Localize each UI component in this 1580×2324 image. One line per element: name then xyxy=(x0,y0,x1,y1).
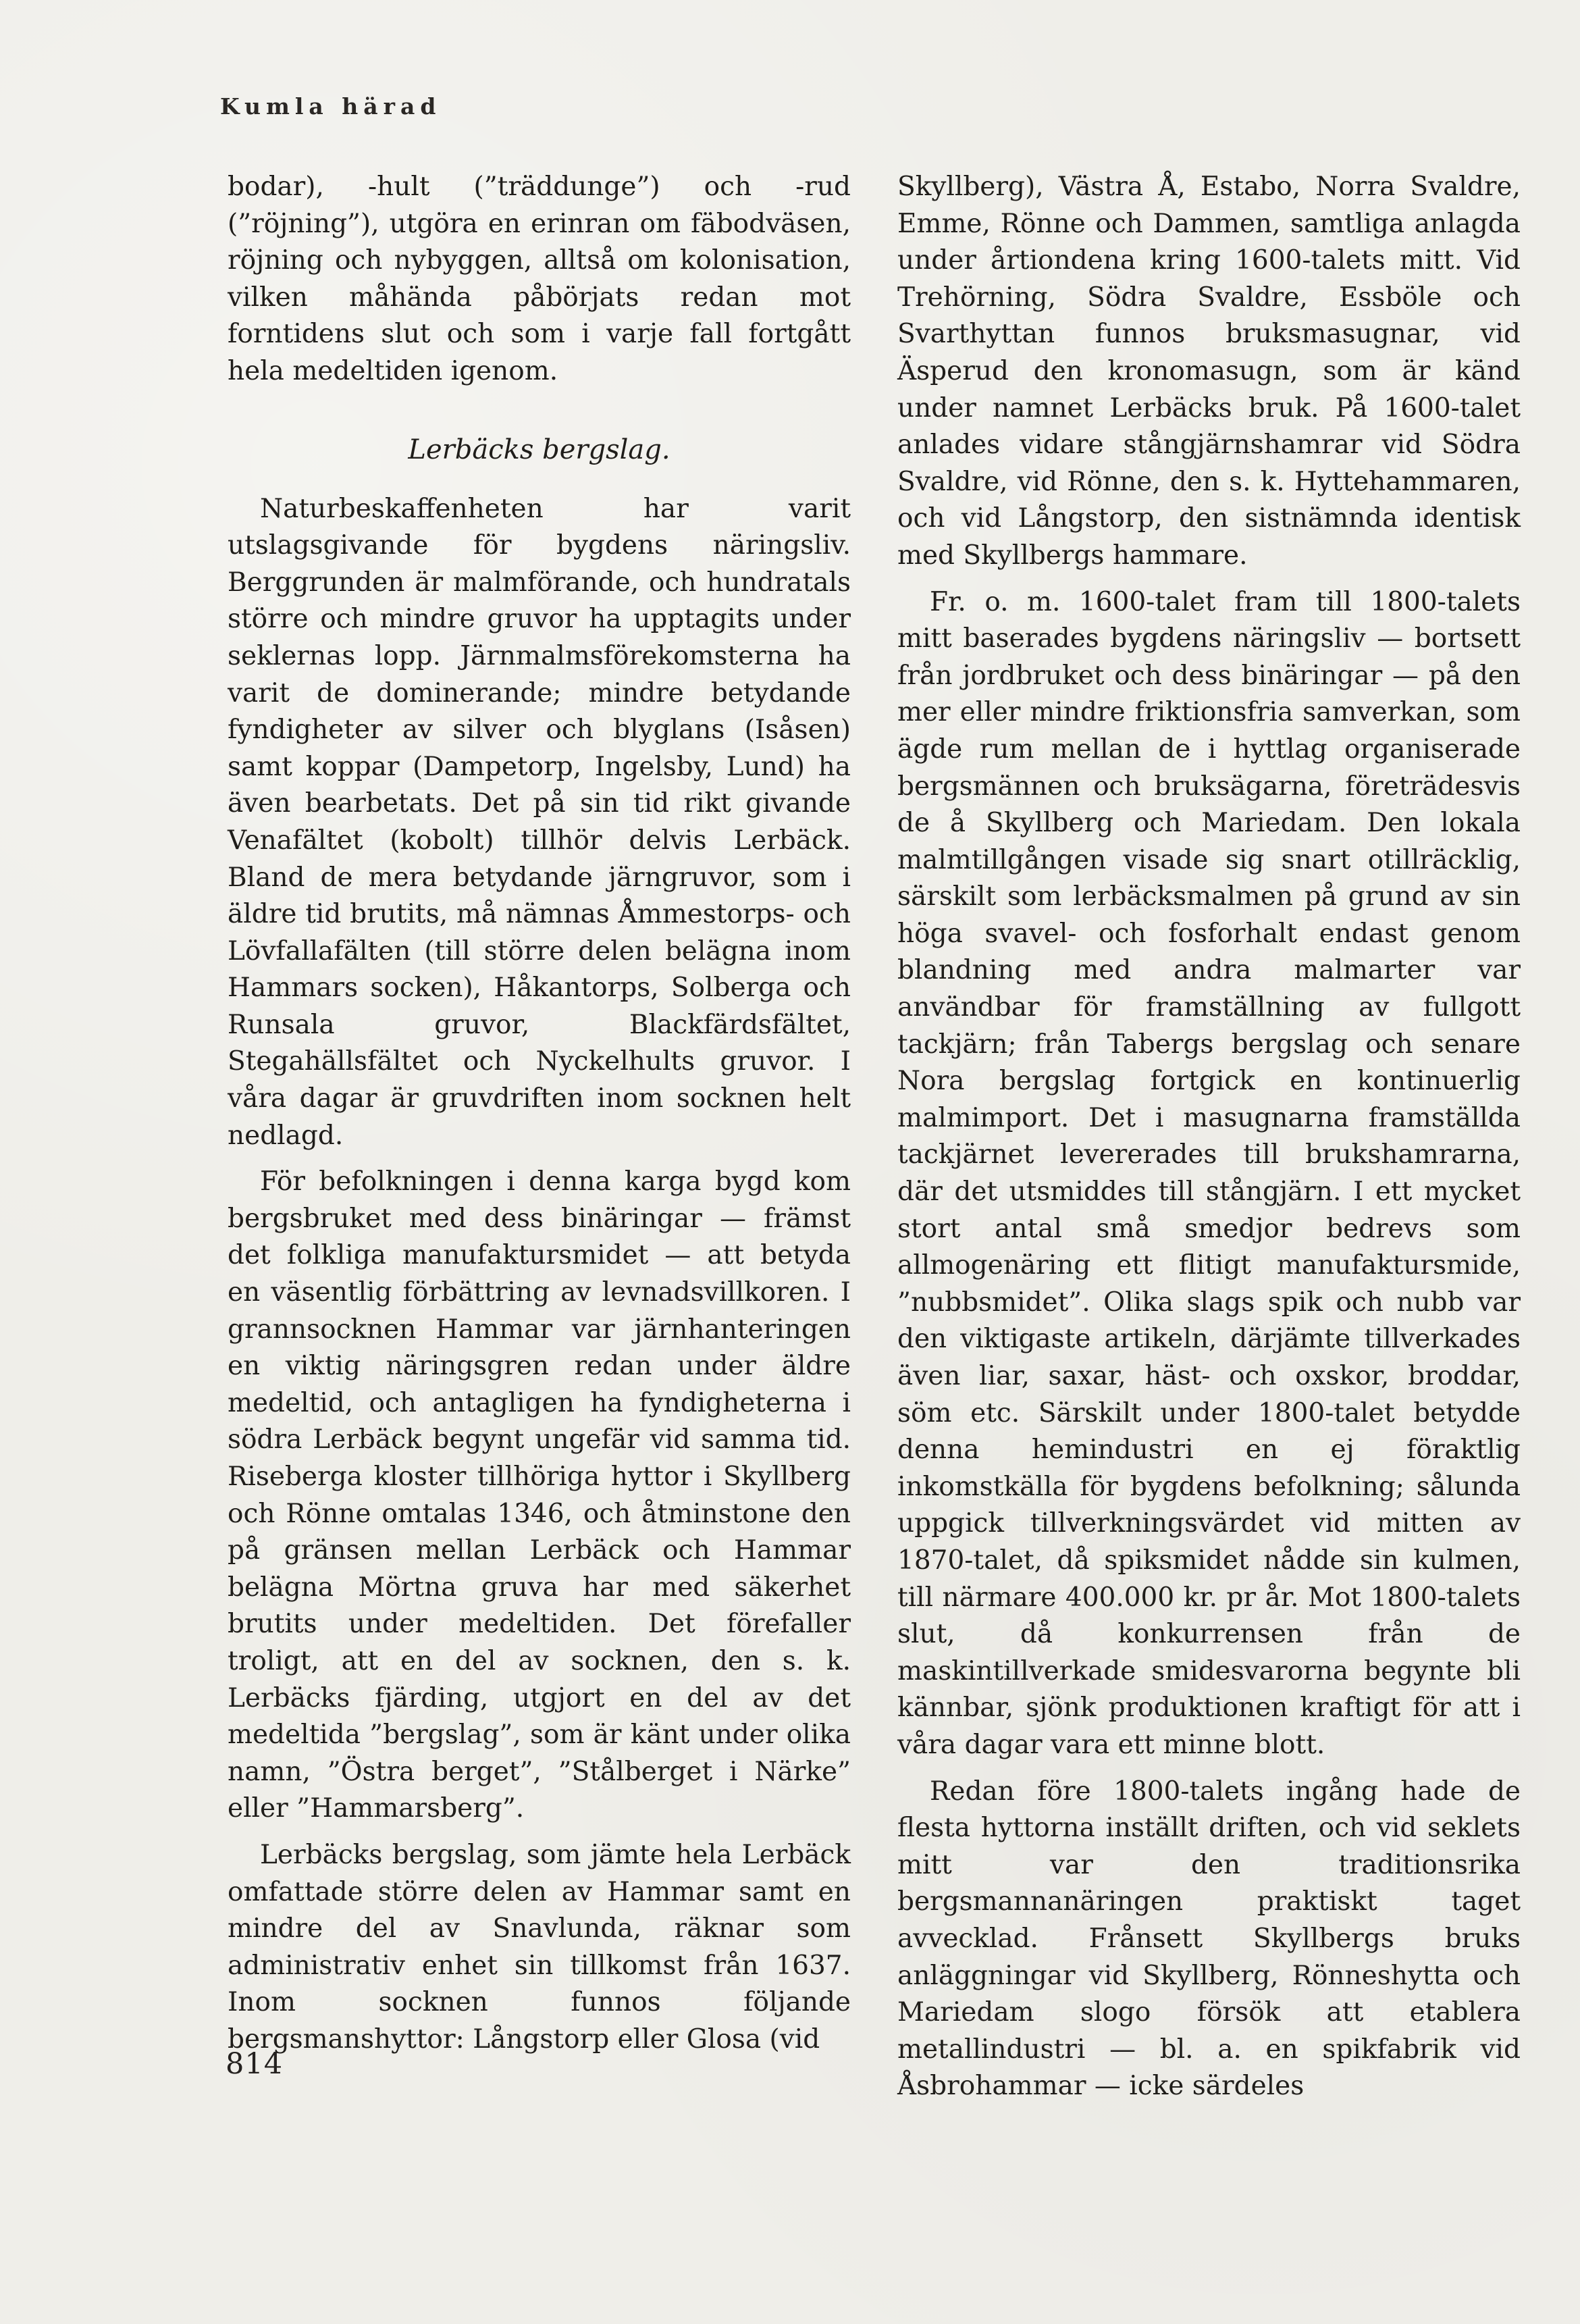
right-paragraph-1: Skyllberg), Västra Å, Estabo, Norra Svaldre, Emme, Rönne och Dammen, samtliga anlagda under årtiondena kring 1600-talets mitt. Vid Trehörning, Södra Svaldre, Essböle och Svarthyttan funnos bruksmasugnar, vid Äsperud den kronomasugn, som är känd under namnet Lerbäcks bruk. På 1600-talet anlades vidare stångjärnshamrar vid Södra Svaldre, vid Rönne, den s. k. Hyttehammaren, och vid Långstorp, den sistnämnda identisk med Skyllbergs hammare. xyxy=(897,172,1521,571)
left-paragraph-4: Lerbäcks bergslag, som jämte hela Lerbäck omfattade större delen av Hammar samt en mindre del av Snavlunda, räknar som administrativ enhet sin tillkomst från 1637. Inom socknen funnos följande bergsmanshyttor: Långstorp eller Glosa (vid xyxy=(228,1839,851,2055)
page-number: 814 xyxy=(226,2047,284,2081)
section-title: Lerbäcks bergslag. xyxy=(408,434,670,465)
right-text-column xyxy=(897,169,1521,2115)
left-text-column xyxy=(228,169,851,2068)
left-paragraph-3: För befolkningen i denna karga bygd kom bergsbruket med dess binäringar — främst det folkliga manufaktursmidet — att betyda en väsentlig förbättring av levnadsvillkoren. I grannsocknen Hammar var järnhanteringen en viktig näringsgren redan under äldre medeltid, och antagligen ha fyndigheterna i södra Lerbäck begynt ungefär vid samma tid. Riseberga kloster tillhöriga hyttor i Skyllberg och Rönne omtalas 1346, och åtminstone den på gränsen mellan Lerbäck och Hammar belägna Mörtna gruva har med säkerhet brutits under medeltiden. Det förefaller troligt, att en del av socknen, den s. k. Lerbäcks fjärding, utgjort en del av det medeltida ”bergslag”, som är känt under olika namn, ”Östra berget”, ”Stålberget i Närke” eller ”Hammarsberg”. xyxy=(228,1166,851,1824)
running-header: Kumla härad xyxy=(220,93,442,120)
left-paragraph-2: Naturbeskaffenheten har varit utslagsgivande för bygdens näringsliv. Berggrunden är malmförande, och hundratals större och mindre gruvor ha upptagits under seklernas lopp. Järnmalmsförekomsterna ha varit de dominerande; mindre betydande fyndigheter av silver och blyglans (Isåsen) samt koppar (Dampetorp, Ingelsby, Lund) ha även bearbetats. Det på sin tid rikt givande Venafältet (kobolt) tillhör delvis Lerbäck. Bland de mera betydande järngruvor, som i äldre tid brutits, må nämnas Åmmestorps- och Lövfallafälten (till större delen belägna inom Hammars socken), Håkantorps, Solberga och Runsala gruvor, Blackfärdsfältet, Stegahällsfältet och Nyckelhults gruvor. I våra dagar är gruvdriften inom socknen helt nedlagd. xyxy=(228,493,851,1151)
right-paragraph-3: Redan före 1800-talets ingång hade de flesta hyttorna inställt driften, och vid seklets mitt var den traditionsrika bergsmannanäringen praktiskt taget avvecklad. Frånsett Skyllbergs bruks anläggningar vid Skyllberg, Rönneshytta och Mariedam slogo försök att etablera metallindustri — bl. a. en spikfabrik vid Åsbrohammar — icke särdeles xyxy=(897,1776,1521,2102)
left-paragraph-1: bodar), -hult (”träddunge”) och -rud (”röjning”), utgöra en erinran om fäbodväsen, röjning och nybyggen, alltså om kolonisation, vilken måhända påbörjats redan mot forntidens slut och som i varje fall fortgått hela medeltiden igenom. xyxy=(228,172,851,386)
right-paragraph-2: Fr. o. m. 1600-talet fram till 1800-talets mitt baserades bygdens näringsliv — bortsett från jordbruket och dess binäringar — på den mer eller mindre friktionsfria samverkan, som ägde rum mellan de i hyttlag organiserade bergsmännen och bruksägarna, företrädesvis de å Skyllberg och Mariedam. Den lokala malmtillgången visade sig snart otillräcklig, särskilt som lerbäcksmalmen på grund av sin höga svavel- och fosforhalt endast genom blandning med andra malmarter var användbar för framställning av fullgott tackjärn; från Tabergs bergslag och senare Nora bergslag fortgick en kontinuerlig malmimport. Det i masugnarna framställda tackjärnet levererades till brukshamrarna, där det utsmiddes till stångjärn. I ett mycket stort antal små smedjor bedrevs som allmogenäring ett flitigt manufaktursmide, ”nubbsmidet”. Olika slags spik och nubb var den viktigaste artikeln, därjämte tillverkades även liar, saxar, häst- och oxskor, broddar, söm etc. Särskilt under 1800-talet betydde denna hemindustri en ej föraktlig inkomstkälla för bygdens befolkning; sålunda uppgick tillverkningsvärdet vid mitten av 1870-talet, då spiksmidet nådde sin kulmen, till närmare 400.000 kr. pr år. Mot 1800-talets slut, då konkurrensen från de maskintillverkade smidesvarorna begynte bli kännbar, sjönk produktionen kraftigt för att i våra dagar vara ett minne blott. xyxy=(897,586,1521,1760)
